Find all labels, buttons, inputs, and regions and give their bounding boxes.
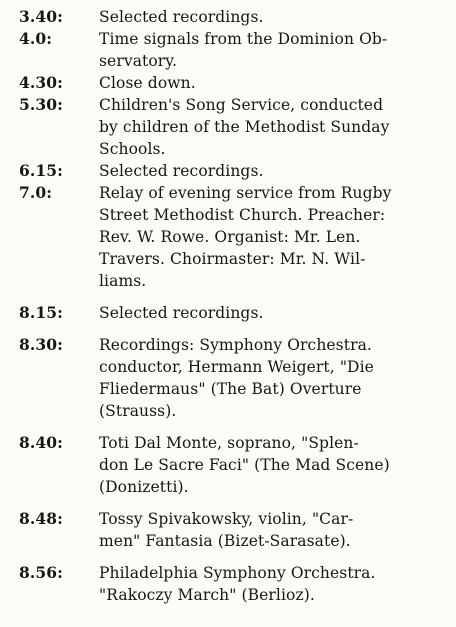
entry-line: Relay of evening service from Rugby (99, 184, 392, 202)
entry-time: 8.30: (19, 335, 63, 354)
programme-entry (19, 72, 448, 94)
entry-line: by children of the Methodist Sunday (99, 118, 390, 136)
programme-entry (19, 302, 448, 324)
entry-line: Schools. (99, 140, 166, 158)
entry-line: (Donizetti). (99, 478, 189, 496)
programme-entry (19, 94, 448, 160)
entry-line: Street Methodist Church. Preacher: (99, 206, 386, 224)
entry-line: don Le Sacre Faci" (The Mad Scene) (99, 456, 390, 474)
entry-time: 7.0: (19, 183, 53, 202)
entry-line: Selected recordings. (99, 8, 264, 26)
entry-line: Travers. Choirmaster: Mr. N. Wil- (99, 250, 366, 268)
entry-time: 5.30: (19, 95, 63, 114)
entry-line: Rev. W. Rowe. Organist: Mr. Len. (99, 228, 361, 246)
entry-time: 8.40: (19, 433, 63, 452)
entry-line: Tossy Spivakowsky, violin, "Car- (99, 510, 354, 528)
programme-entry (19, 508, 448, 552)
entry-time: 4.0: (19, 29, 53, 48)
entry-time: 8.48: (19, 509, 63, 528)
entry-line: Selected recordings. (99, 304, 264, 322)
programme-entry (19, 182, 448, 292)
entry-text (99, 182, 448, 292)
entry-line: Close down. (99, 74, 196, 92)
entry-line: Toti Dal Monte, soprano, "Splen- (99, 434, 359, 452)
programme-entry (19, 6, 448, 28)
entry-line: conductor, Hermann Weigert, "Die (99, 358, 374, 376)
entry-text (99, 6, 448, 28)
entry-line: Recordings: Symphony Orchestra. (99, 336, 372, 354)
entry-line: "Rakoczy March" (Berlioz). (99, 586, 315, 604)
entry-line: men" Fantasia (Bizet-Sarasate). (99, 532, 351, 550)
entry-line: Philadelphia Symphony Orchestra. (99, 564, 376, 582)
entry-line: (Strauss). (99, 402, 177, 420)
entry-text (99, 28, 448, 72)
entry-text (99, 432, 448, 498)
programme-entry (19, 160, 448, 182)
entry-time: 3.40: (19, 7, 63, 26)
entry-text (99, 508, 448, 552)
entry-text (99, 302, 448, 324)
entry-line: servatory. (99, 52, 178, 70)
entry-text (99, 334, 448, 422)
entry-text (99, 94, 448, 160)
entry-time: 6.15: (19, 161, 63, 180)
entry-line: Fliedermaus" (The Bat) Overture (99, 380, 362, 398)
entry-time: 4.30: (19, 73, 63, 92)
entry-line: Selected recordings. (99, 162, 264, 180)
programme-entry (19, 28, 448, 72)
entry-text (99, 72, 448, 94)
entry-text (99, 160, 448, 182)
programme-entry (19, 432, 448, 498)
entry-line: Children's Song Service, conducted (99, 96, 384, 114)
entry-line: Time signals from the Dominion Ob- (99, 30, 388, 48)
entry-time: 8.15: (19, 303, 63, 322)
entry-line: liams. (99, 272, 147, 290)
entry-time: 8.56: (19, 563, 63, 582)
programme-entry (19, 334, 448, 422)
entry-text (99, 562, 448, 606)
programme-entry (19, 562, 448, 606)
